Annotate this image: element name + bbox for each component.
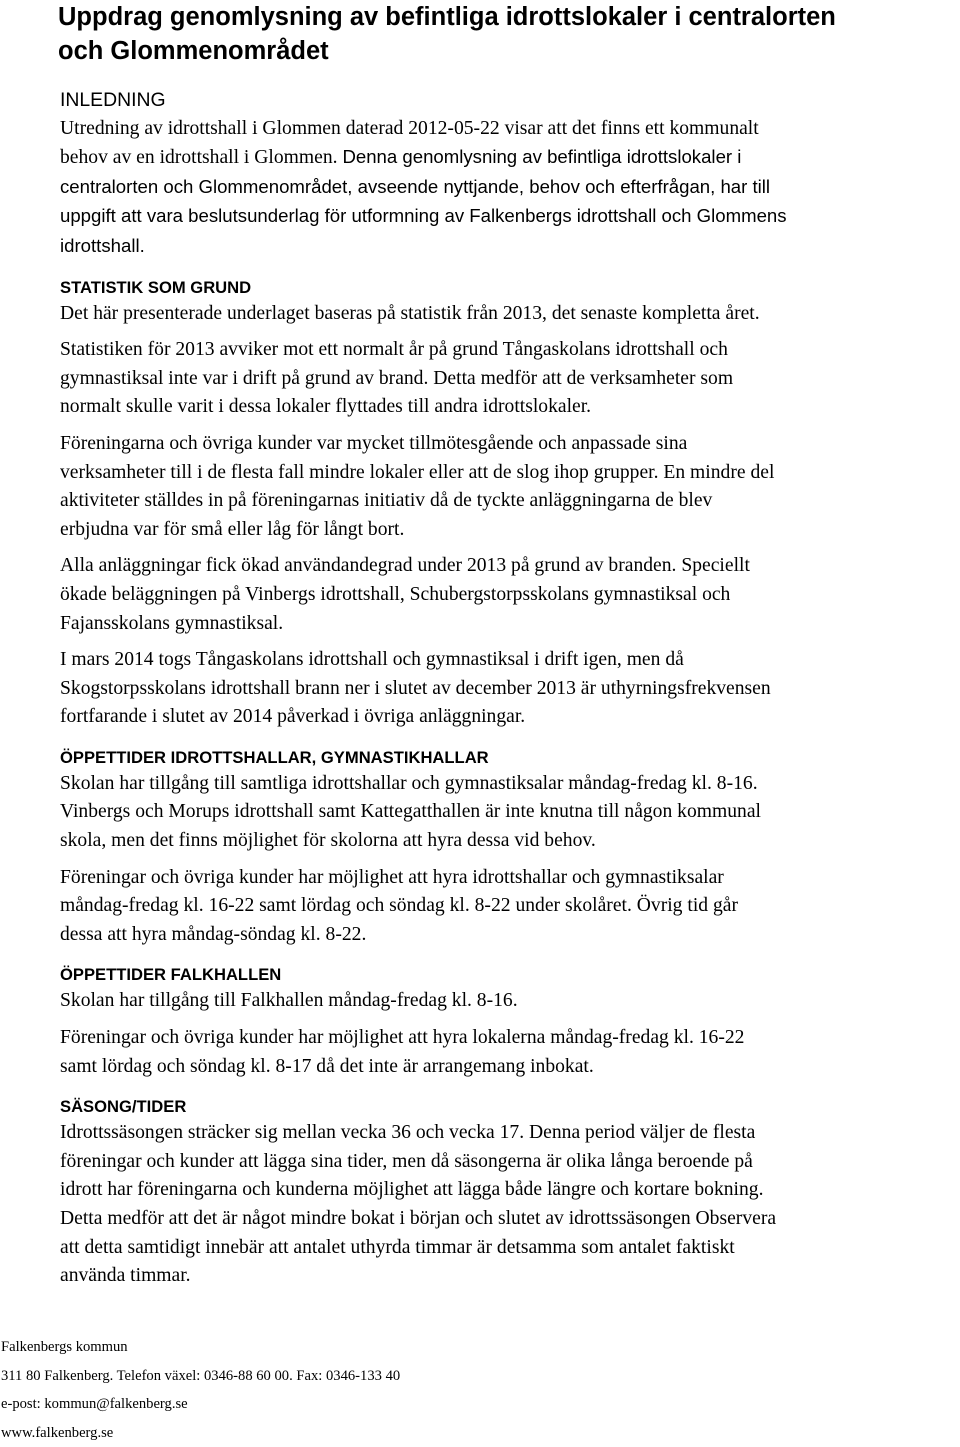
footer-address: 311 80 Falkenberg. Telefon växel: 0346-88 60 00. Fax: 0346-133 40 [1, 1367, 401, 1384]
sections-container [60, 262, 960, 1291]
paragraph-line: skola, men det finns möjlighet för skolorna att hyra dessa vid behov. [60, 830, 596, 852]
document-title-line: och Glommenområdet [58, 37, 329, 65]
intro-line [60, 115, 960, 144]
paragraph-line: Skogstorpsskolans idrottshall brann ner i slutet av december 2013 är uthyrningsfrekvensen [60, 677, 771, 699]
paragraph-spacer [60, 328, 960, 336]
section-heading: STATISTIK SOM GRUND [60, 277, 252, 297]
paragraph-spacer [60, 856, 960, 864]
section-heading: ÖPPETTIDER FALKHALLEN [60, 965, 282, 985]
intro-text-run: Denna genomlysning av befintliga idrottslokaler i [342, 146, 742, 168]
section-paragraph [60, 1119, 960, 1291]
paragraph-spacer [60, 638, 960, 646]
paragraph-spacer [60, 422, 960, 430]
section-spacer [60, 262, 960, 276]
intro-text-run: centralorten och Glommenområdet, avseende nyttjande, behov och efterfrågan, har till [60, 175, 771, 197]
paragraph-line: föreningar och kunder att lägga sina tider, men då säsongerna är olika långa beroende på [60, 1150, 753, 1172]
section-spacer [60, 949, 960, 963]
section-spacer [60, 732, 960, 746]
footer-email: e-post: kommun@falkenberg.se [1, 1396, 188, 1413]
section-heading: ÖPPETTIDER IDROTTSHALLAR, GYMNASTIKHALLAR [60, 747, 489, 767]
paragraph-line: Idrottssäsongen sträcker sig mellan vecka 36 och vecka 17. Denna period väljer de flesta [60, 1122, 756, 1144]
footer-organization: Falkenbergs kommun [1, 1339, 128, 1355]
section-paragraph [60, 646, 960, 732]
paragraph-spacer [60, 1016, 960, 1024]
document-body [60, 86, 960, 1291]
paragraph-line: Statistiken för 2013 avviker mot ett normalt år på grund Tångaskolans idrottshall och [60, 339, 728, 361]
intro-heading: INLEDNING [60, 89, 166, 111]
paragraph-line: Det här presenterade underlaget baseras på statistik från 2013, det senaste kompletta året. [60, 302, 760, 324]
paragraph-line: Vinbergs och Morups idrottshall samt Kattegatthallen är inte knutna till någon kommunal [60, 801, 761, 823]
paragraph-line: Fajansskolans gymnastiksal. [60, 612, 284, 634]
paragraph-line: Skolan har tillgång till Falkhallen måndag-fredag kl. 8-16. [60, 990, 518, 1012]
document-title [58, 0, 958, 68]
section-paragraph [60, 987, 960, 1016]
section-paragraph [60, 552, 960, 638]
document-footer [0, 1333, 960, 1447]
footer-website: www.falkenberg.se [1, 1424, 114, 1441]
intro-text-run: uppgift att vara beslutsunderlag för utformning av Falkenbergs idrottshall och Glommens [60, 205, 787, 227]
paragraph-line: dessa att hyra måndag-söndag kl. 8-22. [60, 923, 367, 945]
paragraph-line: I mars 2014 togs Tångaskolans idrottshall och gymnastiksal i drift igen, men då [60, 649, 684, 671]
intro-line [60, 143, 960, 173]
section-paragraph [60, 770, 960, 856]
intro-line [60, 232, 960, 262]
paragraph-line: erbjudna var för små eller låg för långt bort. [60, 518, 405, 540]
section-heading: SÄSONG/TIDER [60, 1097, 187, 1117]
paragraph-line: Föreningarna och övriga kunder var mycket tillmötesgående och anpassade sina [60, 432, 688, 454]
paragraph-line: använda timmar. [60, 1265, 191, 1287]
paragraph-line: Detta medför att det är något mindre bokat i början och slutet av idrottssäsongen Observera [60, 1208, 777, 1229]
paragraph-line: normalt skulle varit i dessa lokaler flyttades till andra idrottslokaler. [60, 396, 592, 418]
paragraph-line: Föreningar och övriga kunder har möjlighet att hyra lokalerna måndag-fredag kl. 16-22 [60, 1027, 745, 1049]
intro-text-run: behov av en idrottshall i Glommen. [60, 147, 343, 169]
section-paragraph [60, 430, 960, 544]
intro-line [60, 173, 960, 203]
section-paragraph [60, 300, 960, 329]
intro-line [60, 202, 960, 232]
intro-text-run: Utredning av idrottshall i Glommen daterad 2012-05-22 visar att det finns ett kommunalt [60, 117, 759, 139]
intro-text-run: idrottshall. [60, 234, 145, 256]
paragraph-line: Föreningar och övriga kunder har möjlighet att hyra idrottshallar och gymnastiksalar [60, 866, 724, 888]
intro-paragraph [60, 115, 960, 262]
paragraph-line: att detta samtidigt innebär att antalet uthyrda timmar är detsamma som antalet faktiskt [60, 1236, 735, 1258]
paragraph-line: Alla anläggningar fick ökad användandegrad under 2013 på grund av branden. Speciellt [60, 555, 750, 577]
paragraph-line: ökade beläggningen på Vinbergs idrottshall, Schubergstorpsskolans gymnastiksal och [60, 583, 731, 605]
paragraph-line: gymnastiksal inte var i drift på grund av brand. Detta medför att de verksamheter som [60, 367, 734, 389]
paragraph-spacer [60, 544, 960, 552]
section-paragraph [60, 1024, 960, 1081]
section-paragraph [60, 864, 960, 950]
paragraph-line: aktiviteter ställdes in på föreningarnas initiativ då de tyckte anläggningarna de blev [60, 490, 713, 512]
section-paragraph [60, 336, 960, 422]
paragraph-line: måndag-fredag kl. 16-22 samt lördag och söndag kl. 8-22 under skolåret. Övrig tid går [60, 895, 738, 917]
paragraph-line: verksamheter till i de flesta fall mindre lokaler eller att de slog ihop grupper. En mindre del [60, 461, 775, 483]
paragraph-line: Skolan har tillgång till samtliga idrottshallar och gymnastiksalar måndag-fredag kl. 8-16. [60, 772, 758, 794]
document-title-line: Uppdrag genomlysning av befintliga idrottslokaler i centralorten [58, 3, 836, 31]
paragraph-line: samt lördag och söndag kl. 8-17 då det inte är arrangemang inbokat. [60, 1055, 594, 1077]
paragraph-line: fortfarande i slutet av 2014 påverkad i övriga anläggningar. [60, 706, 526, 728]
section-spacer [60, 1081, 960, 1095]
paragraph-line: idrott har föreningarna och kunderna möjlighet att lägga både längre och kortare bokning. [60, 1179, 764, 1201]
